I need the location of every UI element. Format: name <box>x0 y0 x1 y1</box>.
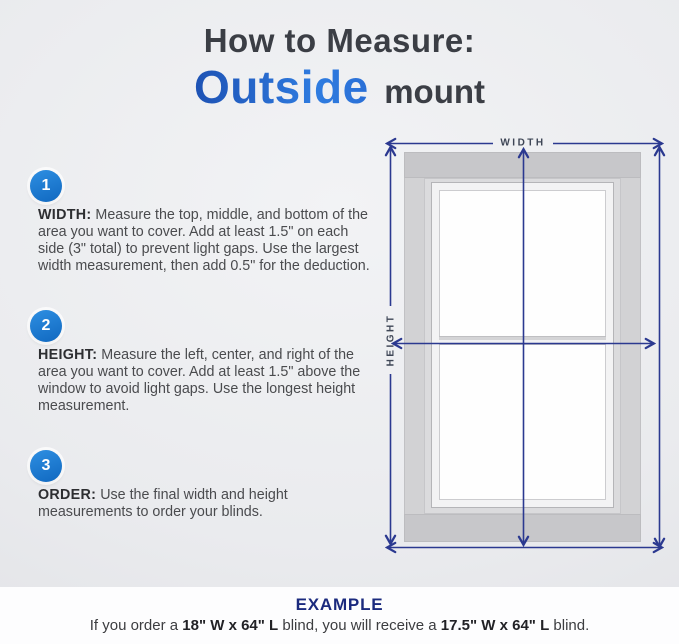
step-3-number: 3 <box>41 457 51 474</box>
window-measurement-diagram <box>382 130 668 562</box>
step-3-text <box>38 487 372 521</box>
height-dimension-label: HEIGHT <box>385 313 397 367</box>
step-1-body: Measure the top, middle, and bottom of the area you want to cover. Add at least 1.5" on each side (3" total) to prevent light gaps. Use the largest width measurement, then add 0.5" for the deduction. <box>38 207 370 274</box>
step-2-label: HEIGHT: <box>38 347 98 363</box>
example-part2: blind, you will receive a <box>278 617 441 634</box>
example-received-size: 17.5" W x 64" L <box>440 617 550 634</box>
step-2-badge <box>30 310 62 342</box>
title-line1: How to Measure: <box>203 22 476 59</box>
example-footer <box>0 587 679 644</box>
step-1-badge <box>30 170 62 202</box>
example-heading: EXAMPLE <box>295 595 384 614</box>
step-1-number: 1 <box>41 177 51 194</box>
example-sentence <box>0 617 679 634</box>
page-title <box>0 22 679 114</box>
title-highlight: Outside <box>193 61 369 113</box>
example-part3: blind. <box>549 617 590 634</box>
step-2-body: Measure the left, center, and right of the area you want to cover. Add at least 1.5" above the window to avoid light gaps. Use the longest height measurement. <box>38 347 361 414</box>
step-1-label: WIDTH: <box>38 207 92 223</box>
width-dimension-label: WIDTH <box>500 137 546 149</box>
measurement-arrows <box>382 130 668 562</box>
title-suffix: mount <box>384 73 485 110</box>
example-ordered-size: 18" W x 64" L <box>182 617 279 634</box>
title-line2 <box>0 60 679 114</box>
step-3-label: ORDER: <box>38 487 97 503</box>
step-1-text <box>38 207 372 275</box>
step-3-body: Use the final width and height measurements to order your blinds. <box>38 487 288 520</box>
step-2-text <box>38 347 372 415</box>
step-3-badge <box>30 450 62 482</box>
step-2-number: 2 <box>41 317 51 334</box>
example-part1: If you order a <box>89 617 183 634</box>
